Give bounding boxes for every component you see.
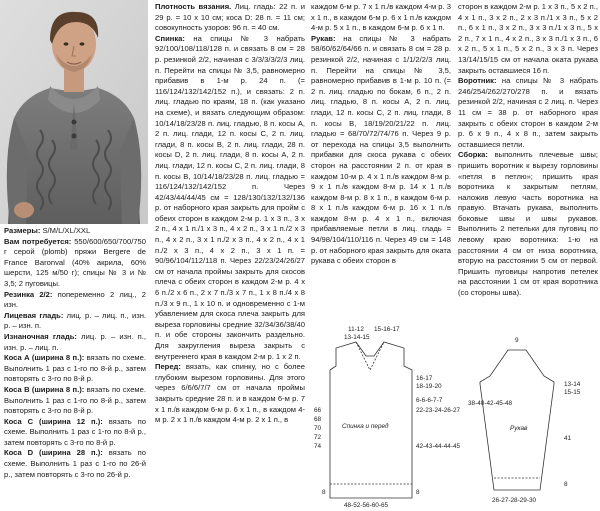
front-label: Перед: [155, 362, 181, 372]
rib-right-label: 8 [416, 489, 420, 496]
reverse-stockinette-line [4, 332, 146, 353]
collar-label: Воротник: [458, 76, 497, 86]
sleeve-width-label: 38-40-42-45-48 [468, 400, 513, 407]
cable-d-label: Коса D (ширина 28 п.): [4, 448, 103, 458]
front-line [155, 362, 305, 426]
shoulder-top-label: 15-16-17 [374, 326, 400, 333]
model-photo [0, 0, 148, 224]
collar-line [458, 76, 598, 150]
gauge-line [155, 2, 305, 34]
gauge-value: Лиц. гладь: 22 п. и 29 р. = 10 х 10 см; коса D: 28 п. = 11 см; совокупность узоров: 96 п. = 40 см. [155, 2, 305, 33]
rib-value: попеременно 2 лиц., 2 изн. [4, 289, 146, 310]
right-neck-label: 16-17 [416, 375, 433, 382]
rib-line [4, 290, 146, 311]
left-value-4: 72 [314, 434, 322, 441]
sleeve-schematic [480, 350, 554, 490]
reverse-stockinette-value: лиц. р. – изн. п., изн. р. – лиц. п. [4, 331, 146, 352]
collar-value: на спицы № 3 набрать 246/254/262/270/278 п. и вязать резинкой 2/2, начиная с 2 лиц. п. Через 11 см = 38 р. от наборного края закрыть с обеих сторон в каждом 2-м р. 6 х 9 п., 4 х 8 п., затем закрыть оставшиеся петли. [458, 76, 598, 149]
cable-c-value: вязать по схеме. Выполнить 1 раз с 1-го по 8-й р., затем повторять с 3-го по 8-й р. [4, 416, 146, 447]
rib-left-label: 8 [322, 489, 326, 496]
sleeve-length-label: 41 [564, 435, 572, 442]
body-schematic [330, 342, 412, 498]
column-3 [311, 2, 451, 267]
cable-b-label: Коса В (ширина 8 п.): [4, 384, 85, 394]
sleeve-line [311, 34, 451, 267]
neck-top-label: 11-12 [348, 326, 364, 333]
sleeve-label: Рукав: [311, 33, 336, 43]
cable-d-value: вязать по схеме. Выполнить 1 раз с 1-го по 26-й р., затем повторять с 3-го по 26-й р. [4, 448, 146, 479]
front-continued: каждом 6-м р. 7 х 1 п./в каждом 4-м р. 3 х 1 п., в каждом 6-м р. 6 х 1 п./в каждом 4-м р. 5 х 1 п., в каждом 6-м р. 6 х 1 п. [311, 2, 451, 33]
cable-c-line [4, 417, 146, 449]
yarn-line [4, 237, 146, 290]
reverse-stockinette-label: Изнаночная гладь: [4, 331, 77, 341]
back-label: Спинка: [155, 33, 185, 43]
cable-a-value: вязать по схеме. Выполнить 1 раз с 1-го по 8-й р., затем повторять с 3-го по 8-й р. [4, 353, 146, 384]
body-bottom-label: 48-52-56-60-65 [344, 502, 389, 509]
sleeve-cap-label: 13-14 [564, 381, 581, 388]
stockinette-value: лиц. р. – лиц. п., изн. р. – изн. п. [4, 310, 146, 331]
left-value-2: 68 [314, 416, 322, 423]
sleeve-label: Рукав [510, 425, 528, 432]
body-label: Спинка и перед [342, 423, 389, 430]
sleeve-value: на спицы № 3 набрать 58/60/62/64/66 п. и связать 8 см = 28 р. резинкой 2/2, начиная с 1/1/2/2/3 лиц. п. Перейти на спицы № 3,5, равномерно прибавив в 1-м р. 10 п. (= 2 п. лиц. гладью по бокам, 6 п., 2 п. лиц. гладью, 8 п. косы А, 2 п. лиц. глади, 12 п. косы С, 2 п. лиц. глади, 8 п. косы В, 18/19/20/21/22 п. лиц. гладью = 68/70/72/74/76 п. Через 9 р. от перехода на спицы 3,5 выполнить прибавки для скоса рукава с обеих сторон на расстоянии 2 п. от края в каждом 10-м р. 4 х 1 п./в каждом 8-м р. 9 х 1 п./в каждом 8-м р. 14 х 1 п./в каждом 8-м р. 8 х 1 п., в каждом 6-м р. 8 х 1 п./в каждом 6-м р. 16 х 1 п./в каждом 8-м р. 4 х 1 п., включая прибавляемые петли в лиц. гладь = 94/98/104/110/116 п. Через 49 см = 148 р. от наборного края закрыть для оката рукава с обеих сторон в [311, 33, 451, 266]
cable-b-value: вязать по схеме. Выполнить 1 раз с 1-го по 8-й р., затем повторять с 3-го по 8-й р. [4, 384, 146, 416]
right-armhole-label: 22-23-24-26-27 [416, 407, 461, 414]
sleeve-top-label: 9 [515, 337, 519, 344]
cable-c-label: Коса С (ширина 12 п.): [4, 416, 103, 426]
left-value-5: 74 [314, 443, 322, 450]
assembly-label: Сборка: [458, 150, 488, 160]
cable-b-line [4, 385, 146, 417]
column-1 [4, 226, 146, 480]
column-4 [458, 2, 598, 299]
back-value: на спицы № 3 набрать 92/100/108/118/128 п. и связать 8 см = 28 р. резинкой 2/2, начиная с 3/3/3/3/2/3 лиц. п. Перейти на спицы № 3,5, равномерно прибавив в 1-м р. 24 п. (= 116/124/132/142/152 п.), и связать: 2 п. лиц. гладью по краям, 18 п. (как указано на схеме), и вязать следующим образом: 10/14/18/23/28 п. лиц. гладью, 8 п. косы А, 2 п. лиц. глади, 12 п. косы С, 2 п. лиц. глади, 8 п. косы В, 2 п. лиц. глади, 28 п. косы D, 2 п. лиц. глади, 8 п. косы А, 2 п. лиц. глади, 12 п. косы С, 2 п. лиц. глади, 8 п. косы В, 10/14/18/23/28 п. лиц. гладью = 116/124/132/142/152 п. Через 42/43/44/44/45 см = 128/130/132/132/136 р. от наборного края закрыть для пройм с обеих сторон в каждом 2-м р. 1 х 3 п., 3 х 2 п., 4 х 1 п./1 х 3 п., 4 х 2 п., 3 х 1 п./2 х 3 п., 4 х 2 п., 3 х 1 п./2 х 3 п., 4 х 2 п., 4 х 1 п./2 х 3 п., 4 х 2 п., 3 х 1 п. = 90/96/104/112/118 п. Через 22/23/24/26/27 см от начала проймы закрыть для скосов плеча с обеих сторон в каждом 2-м р. 4 х 6 п./2 х 6 п., 2 х 7 п./3 х 7 п., 1 х 8 п./4 х 8 п./3 х 9 п., 1 х 10 п. и одновременно с 1-м убавлением для скоса плеча закрыть для выреза горловины средние 32/34/36/38/40 п. и обе стороны закончить раздельно. Для закругления выреза закрыть с внутреннего края в каждом 2-м р. 1 х 2 п. [155, 33, 305, 361]
body-armhole-label: 42-43-44-44-45 [416, 443, 461, 450]
front-value: вязать, как спинку, но с более глубоким вырезом горловины. Для этого через 6/6/6/7/7 см от начала проймы закрыть средние 28 п. и в каждом 6-м р. 7 х 1 п./в каждом 6-м р. 6 х 1 п., в каждом 4-м р. 2 х 1 п./в каждом 4-м р. 2 х 1 п., в [155, 362, 305, 425]
left-value-1: 66 [314, 407, 322, 414]
right-depth-label: 6-6-6-7-7 [416, 397, 443, 404]
neck-top-label-2: 13-14-15 [344, 334, 370, 341]
stockinette-label: Лицевая гладь: [4, 310, 64, 320]
sleeve-bottom-label: 26-27-28-29-30 [492, 497, 537, 504]
sleeve-continued: сторон в каждом 2-м р. 1 х 3 п., 5 х 2 п., 4 х 1 п., 3 х 2 п., 2 х 3 п./1 х 3 п., 5 х 2 п., 6 х 1 п., 3 х 2 п., 3 х 3 п./1 х 3 п., 5 х 2 п., 7 х 1 п., 4 х 2 п., 3 х 3 п./1 х 3 п., 6 х 2 п., 5 х 1 п., 5 х 2 п., 3 х 3 п. Через 13/14/15/15 см от начала оката рукава закрыть оставшиеся 16 п. [458, 2, 598, 75]
left-value-3: 70 [314, 425, 322, 432]
yarn-value: 550/600/650/700/750 г серой (plomb) пряжи Bergere de France Baronval (40% акрила, 60% шерсти, 125 м/50 г); спицы № 3 и № 3,5; 2 пуговицы. [4, 236, 146, 288]
cable-a-line [4, 353, 146, 385]
sleeve-rib-label: 8 [564, 481, 568, 488]
right-neck-label-2: 18-19-20 [416, 383, 442, 390]
cable-d-line [4, 448, 146, 480]
back-line [155, 34, 305, 362]
sizes-line [4, 226, 146, 237]
sizes-value: S/M/L/XL/XXL [42, 226, 91, 235]
gauge-label: Плотность вязания. [155, 2, 232, 11]
sleeve-cap-label-2: 15-15 [564, 389, 581, 396]
stockinette-line [4, 311, 146, 332]
assembly-value: выполнить плечевые швы; пришить воротник к вырезу горловины «петля в петлю»; пришить края воротника к закрытым петлям, наложив левую часть воротника на правую. Втачать рукава, выполнить боковые швы и швы рукавов. Выполнить 2 петельки для пуговиц по левому краю воротника: 1-ю на расстоянии 4 см от низа воротника, вторую на расстоянии 5 см от первой. Пришить пуговицы напротив петелек на расстоянии 1 см от края воротника (со стороны шва). [458, 150, 598, 298]
rib-label: Резинка 2/2: [4, 289, 53, 299]
assembly-line [458, 150, 598, 298]
schematic-diagram [308, 318, 600, 510]
yarn-label: Вам потребуется: [4, 236, 72, 246]
cable-a-label: Коса А (ширина 8 п.): [4, 353, 85, 363]
sizes-label: Размеры: [4, 226, 41, 235]
column-2 [155, 2, 305, 426]
